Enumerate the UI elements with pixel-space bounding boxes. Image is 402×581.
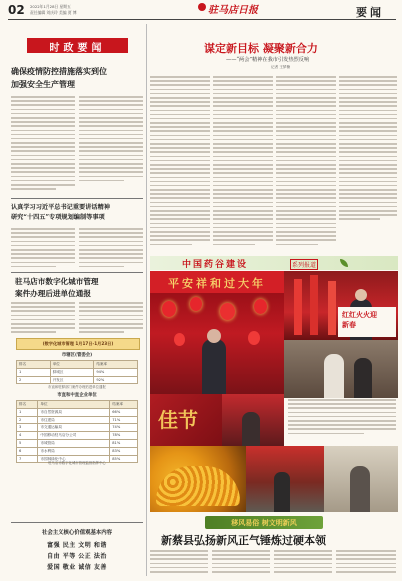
- table2-header-cell: 排名: [17, 401, 38, 409]
- lantern-icon: [220, 303, 235, 320]
- section-label: 要闻: [356, 6, 384, 19]
- masthead-emblem-icon: [198, 3, 206, 11]
- table-cell: 7: [17, 455, 38, 463]
- shopper-figure: [354, 358, 372, 398]
- table-cell: 92%: [94, 376, 138, 384]
- fruit-pile: [156, 466, 240, 506]
- plenary-headline-2: 研究“十四五”专项规划编制等事项: [11, 214, 105, 221]
- table-cell: 85%: [110, 455, 138, 463]
- table2-header-row: [17, 401, 138, 409]
- table-cell: 71%: [110, 416, 138, 424]
- series-tag: 系列报道: [290, 259, 318, 270]
- table1-header-cell: 结案率: [94, 361, 138, 369]
- values-line: 爱国 敬业 诚信 友善: [47, 564, 107, 571]
- epidemic-body-col1: [11, 96, 75, 194]
- digital-headline-2: 案件办理后进单位通报: [15, 289, 91, 298]
- couplet-strip: [310, 275, 318, 335]
- table-cell: 83%: [110, 447, 138, 455]
- table-cell: 66%: [110, 408, 138, 416]
- vendor-head: [207, 329, 221, 343]
- epidemic-headline-1: 确保疫情防控措施落实到位: [11, 66, 107, 76]
- photo-caption-box: [338, 307, 396, 337]
- leaf-icon: [340, 259, 348, 267]
- table1-header-row: [17, 361, 138, 369]
- table1-caption: 市辖区(管委会): [61, 353, 93, 358]
- vendor-figure: [202, 339, 226, 394]
- lantern-icon: [254, 299, 267, 314]
- series-banner: [150, 256, 398, 270]
- lanterns-photo: [150, 293, 284, 394]
- fu-character: 佳节: [158, 408, 198, 432]
- masthead: 驻马店日报: [208, 5, 258, 16]
- lead-headline: 谋定新目标 凝聚新合力: [204, 42, 318, 55]
- bottom-body-col3: [274, 550, 332, 578]
- table-row: [17, 376, 138, 384]
- bottom-body-col2: [212, 550, 270, 578]
- epidemic-body-col2: [79, 96, 143, 194]
- table-cell: 市交通运输局: [38, 424, 110, 432]
- lead-body-col2: [213, 76, 273, 256]
- table2-caption: 市直和中直企业单位: [57, 393, 97, 398]
- page-header: [0, 0, 402, 20]
- shopper-figure: [324, 354, 344, 398]
- table-title: (数字化城市管理 1月17日-1月23日): [42, 341, 114, 346]
- page-number: 02: [8, 3, 25, 17]
- table-row: [17, 439, 138, 447]
- table2: [16, 400, 138, 463]
- table2-footer: 驻马店市数字化城市管理监督指挥中心: [48, 461, 106, 465]
- values-title: 社会主义核心价值观基本内容: [41, 530, 113, 536]
- kicker-text: 移风易俗 树文明新风: [231, 518, 297, 527]
- digital-body-col2: [79, 302, 143, 336]
- fruit-photo: [150, 446, 246, 512]
- header-rule: [8, 19, 396, 20]
- lantern-icon: [248, 331, 260, 345]
- plenary-body-col2: [79, 228, 143, 268]
- couplet-strip: [328, 281, 336, 335]
- table2-header-cell: 结案率: [110, 401, 138, 409]
- lantern-icon: [174, 333, 185, 346]
- table1-header-cell: 排名: [17, 361, 51, 369]
- table-cell: 6: [17, 447, 38, 455]
- table2-header-cell: 单位: [38, 401, 110, 409]
- date-line: 2022年1月28日 星期五: [30, 4, 71, 9]
- digital-body-col1: [11, 302, 75, 336]
- values-box: [14, 526, 140, 576]
- festival-banner: [150, 271, 284, 293]
- stall-figure: [242, 412, 260, 446]
- rule-left-1: [11, 198, 143, 199]
- photo-caption: 红红火火迎新春: [342, 310, 377, 329]
- lead-body-col3: [276, 76, 336, 256]
- table-cell: 78%: [110, 432, 138, 440]
- table-cell: 市水利局: [38, 447, 110, 455]
- decor-photo: [324, 446, 398, 512]
- table-cell: 5: [17, 439, 38, 447]
- table-cell: 1: [17, 408, 38, 416]
- couplet-strip: [294, 279, 302, 335]
- rule-left-2: [11, 272, 143, 273]
- table-cell: 中国移动驻马店分公司: [38, 432, 110, 440]
- table-cell: 74%: [110, 424, 138, 432]
- table-cell: 94%: [94, 368, 138, 376]
- series-title: 中国药谷建设: [182, 260, 249, 270]
- table-cell: 市住建局: [38, 416, 110, 424]
- column-banner: [27, 38, 128, 53]
- table-row: [17, 368, 138, 376]
- digital-headline-1: 驻马店市数字化城市管理: [15, 277, 99, 286]
- lantern-icon: [162, 301, 176, 317]
- epidemic-headline-2: 加强安全生产管理: [11, 79, 75, 89]
- lead-subhead: ——“两会”精神在我市引发热烈反响: [226, 57, 310, 63]
- plenary-headline-1: 认真学习习近平总书记重要讲话精神: [11, 204, 110, 211]
- table-cell: 4: [17, 432, 38, 440]
- lead-body-col1: [150, 76, 210, 256]
- table-row: [17, 424, 138, 432]
- table-cell: 驿城区: [50, 368, 94, 376]
- table1-header-cell: 单位: [50, 361, 94, 369]
- bottom-body-col1: [150, 550, 208, 578]
- table-cell: 市园林绿化中心: [38, 455, 110, 463]
- bottom-headline: 新蔡县弘扬新风正气锤炼过硬本领: [161, 534, 326, 547]
- market-photo: [222, 394, 284, 446]
- table-row: [17, 416, 138, 424]
- table-row: [17, 432, 138, 440]
- table-cell: 2: [17, 376, 51, 384]
- table-row: [17, 408, 138, 416]
- shopping-photo: [284, 340, 398, 398]
- decor-figure: [350, 466, 370, 512]
- table-cell: 3: [17, 424, 38, 432]
- plenary-body-col1: [11, 228, 75, 268]
- table-cell: 市城管局: [38, 439, 110, 447]
- kicker-banner: [205, 516, 323, 529]
- lead-byline: 记者 王梦楠: [271, 65, 291, 69]
- bottom-body-col4: [336, 550, 396, 578]
- table1-footer: 市直和驻驿部门案件办理后进单位通报: [48, 385, 106, 389]
- shopper-head: [355, 289, 367, 301]
- table-cell: 1: [17, 368, 51, 376]
- festival-title: 平安祥和过大年: [168, 277, 266, 290]
- lantern-icon: [190, 297, 202, 311]
- table1: [16, 360, 138, 384]
- values-line: 富强 民主 文明 和谐: [47, 542, 107, 549]
- values-line: 自由 平等 公正 法治: [47, 553, 107, 560]
- street-figure: [274, 472, 290, 512]
- column-divider: [146, 24, 147, 576]
- table-cell: 开发区: [50, 376, 94, 384]
- table-cell: 81%: [110, 439, 138, 447]
- table-title-bar: [16, 338, 140, 350]
- street-photo: [246, 446, 324, 512]
- table-cell: 市自然资源局: [38, 408, 110, 416]
- lead-body-col4: [339, 76, 397, 256]
- fu-photo: [150, 394, 222, 446]
- table-row: [17, 447, 138, 455]
- photo-credits: [288, 399, 396, 441]
- editor-line: 责任编辑 刘庆玲 美编 贾 博: [30, 10, 77, 15]
- rule-left-3: [11, 522, 143, 523]
- column-banner-title: 时政要闻: [49, 43, 106, 54]
- table-cell: 2: [17, 416, 38, 424]
